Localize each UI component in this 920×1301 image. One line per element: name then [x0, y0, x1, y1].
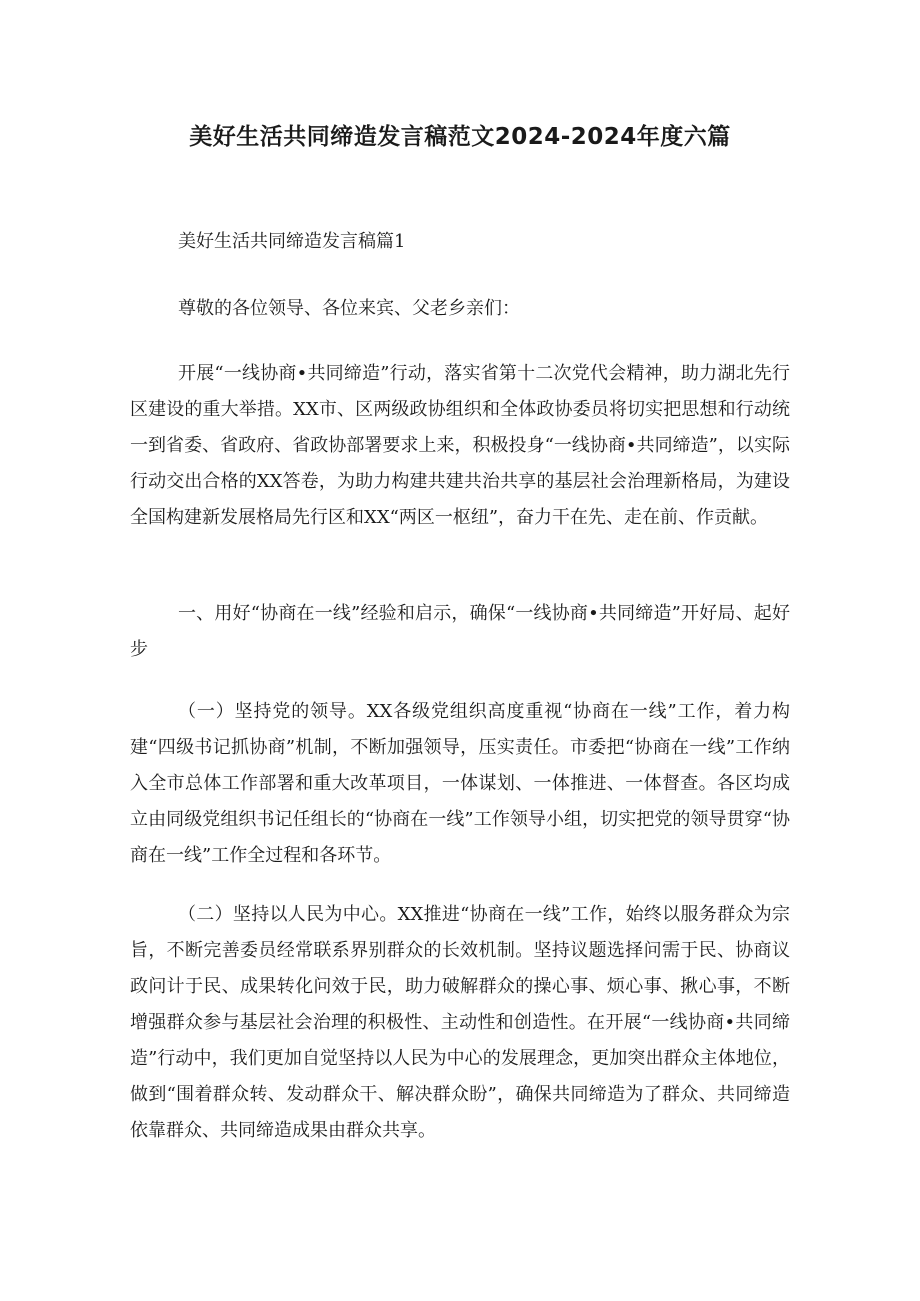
section-heading: 美好生活共同缔造发言稿篇1 [178, 231, 406, 252]
paragraph-point-2: （二）坚持以人民为中心。XX推进“协商在一线”工作，始终以服务群众为宗旨，不断完善委员经常联系界别群众的长效机制。坚持议题选择问需于民、协商议政问计于民、成果转化问效于民，助力破解群众的操心事、烦心事、揪心事，不断增强群众参与基层社会治理的积极性、主动性和创造性。在开展“一线协商•共同缔造”行动中，我们更加自觉坚持以人民为中心的发展理念，更加突出群众主体地位，做到“围着群众转、发动群众干、解决群众盼”，确保共同缔造为了群众、共同缔造依靠群众、共同缔造成果由群众共享。 [130, 904, 790, 1141]
paragraph-intro: 开展“一线协商•共同缔造”行动，落实省第十二次党代会精神，助力湖北先行区建设的重大举措。XX市、区两级政协组织和全体政协委员将切实把思想和行动统一到省委、省政府、省政协部署要求上来，积极投身“一线协商•共同缔造”，以实际行动交出合格的XX答卷，为助力构建共建共治共享的基层社会治理新格局，为建设全国构建新发展格局先行区和XX“两区一枢纽”，奋力干在先、走在前、作贡献。 [130, 363, 790, 528]
salutation: 尊敬的各位领导、各位来宾、父老乡亲们： [178, 298, 520, 319]
paragraph-subheading-1: 一、用好“协商在一线”经验和启示，确保“一线协商•共同缔造”开好局、起好步 [130, 603, 790, 660]
document-title: 美好生活共同缔造发言稿范文2024-2024年度六篇 [189, 124, 731, 150]
paragraph-point-1: （一）坚持党的领导。XX各级党组织高度重视“协商在一线”工作，着力构建“四级书记抓协商”机制，不断加强领导，压实责任。市委把“协商在一线”工作纳入全市总体工作部署和重大改革项目，一体谋划、一体推进、一体督查。各区均成立由同级党组织书记任组长的“协商在一线”工作领导小组，切实把党的领导贯穿“协商在一线”工作全过程和各环节。 [130, 701, 790, 866]
